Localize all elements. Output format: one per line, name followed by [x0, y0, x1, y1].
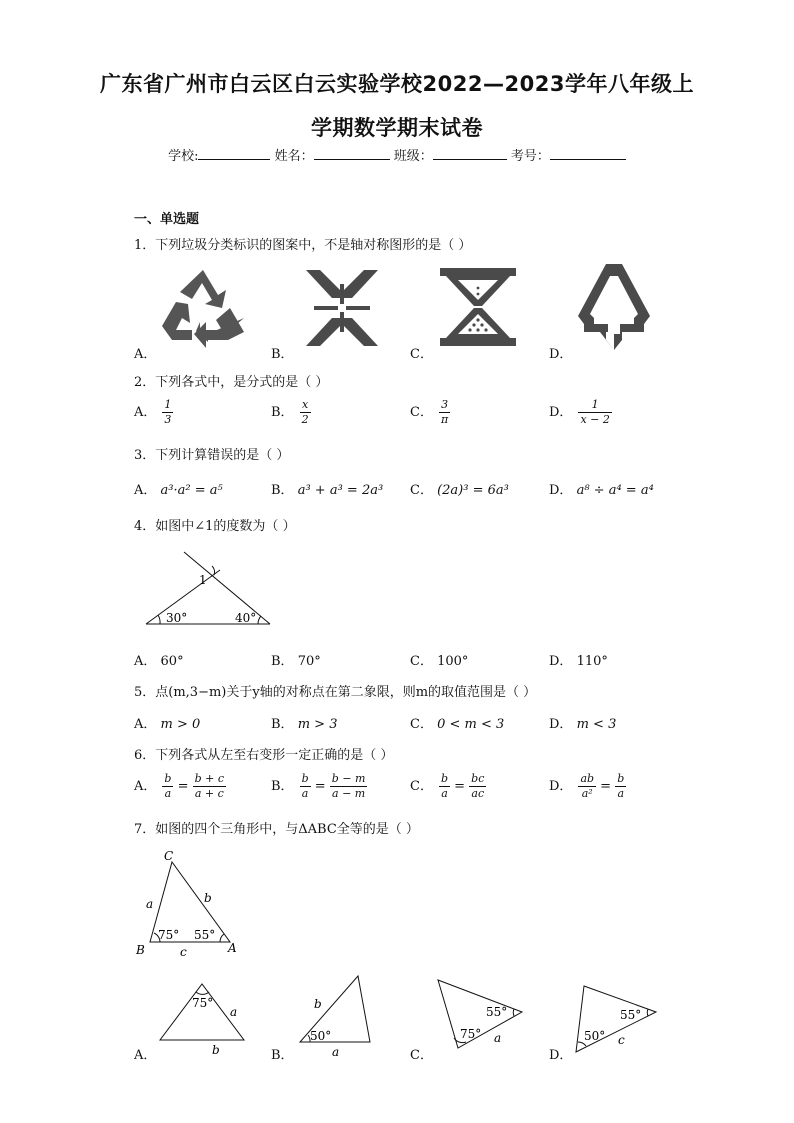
optC-angle-55: 55° [486, 1005, 508, 1019]
question-4-stem: 4．如图中∠1的度数为（ ） [134, 519, 296, 534]
q2-label-c: C． [410, 405, 433, 420]
fraction [578, 398, 611, 427]
denominator: a [441, 787, 448, 800]
denominator: π [440, 413, 449, 426]
numerator: b [617, 772, 625, 785]
angle-a-55: 55° [194, 928, 216, 942]
numerator: 1 [164, 398, 172, 411]
q4-option-b[interactable] [271, 650, 321, 669]
q5-label-b: B． [271, 717, 294, 732]
question-3-stem: 3．下列计算错误的是（ ） [134, 448, 290, 463]
q5-expr-d: m < 3 [576, 717, 617, 732]
q6-option-b[interactable]: B． $\frac{b}{a}$ = $\frac{b - m}{a - m}$ [271, 772, 366, 800]
q5-expr-c: 0 < m < 3 [437, 717, 505, 732]
optC-angle-75: 75° [460, 1027, 482, 1041]
fraction-right [330, 772, 368, 801]
q3-option-a[interactable] [134, 479, 223, 498]
denominator: ac [471, 787, 485, 800]
optA-angle-75: 75° [192, 996, 214, 1010]
fraction-left [300, 772, 311, 801]
class-blank[interactable] [433, 146, 507, 160]
question-6-stem: 6．下列各式从左至右变形一定正确的是（ ） [134, 748, 394, 763]
q6-label-a: A． [134, 779, 157, 794]
cross-arrows-icon [302, 270, 382, 346]
q2-option-c[interactable] [410, 398, 450, 427]
denominator: a [164, 787, 172, 800]
q4-label-c: C． [410, 654, 433, 669]
question-2-stem: 2．下列各式中，是分式的是（ ） [134, 375, 329, 390]
q4-value-d: 110° [576, 654, 608, 669]
angle-30-label: 30° [166, 611, 188, 625]
school-blank[interactable] [198, 146, 270, 160]
optD-angle-50: 50° [584, 1029, 606, 1043]
q3-expr-d: a⁸ ÷ a⁴ = a⁴ [576, 483, 654, 498]
recycle-symbol-icon [160, 268, 246, 342]
q5-expr-b: m > 3 [297, 717, 338, 732]
vertex-a: A [228, 941, 237, 955]
q5-label-c: C． [410, 717, 433, 732]
q6-label-d: D． [549, 779, 573, 794]
question-1-stem: 1．下列垃圾分类标识的图案中，不是轴对称图形的是（ ） [134, 238, 472, 253]
q3-expr-b: a³ + a³ = 2a³ [297, 483, 384, 498]
denominator: 2 [301, 413, 309, 426]
triangle-arrows-icon [578, 264, 650, 350]
vertex-c: C [164, 849, 174, 863]
fraction-left [162, 772, 173, 801]
fraction-right [469, 772, 486, 801]
fraction-right [615, 772, 626, 801]
numerator: b [164, 772, 172, 785]
school-label: 学校: [168, 149, 199, 164]
side-b: b [204, 891, 212, 905]
q5-option-c[interactable] [410, 713, 504, 732]
side-a: a [146, 897, 154, 911]
q4-option-d[interactable] [549, 650, 608, 669]
numerator: b [440, 772, 448, 785]
q4-value-c: 100° [437, 654, 469, 669]
fraction-left [578, 772, 596, 801]
q7-option-a[interactable]: A． [134, 1048, 157, 1063]
angle-1-label: 1 [199, 573, 207, 587]
fraction [439, 398, 450, 427]
optD-side-c: c [618, 1033, 625, 1047]
q3-option-b[interactable] [271, 479, 383, 498]
q2-label-a: A． [134, 405, 157, 420]
q5-option-d[interactable] [549, 713, 616, 732]
q1-option-a[interactable]: A． [134, 347, 157, 362]
q3-expr-a: a³·a² = a⁵ [160, 483, 223, 498]
q2-label-b: B． [271, 405, 294, 420]
q4-value-a: 60° [160, 654, 184, 669]
q7-option-c[interactable]: C． [410, 1048, 433, 1063]
denominator: a + c [194, 787, 224, 800]
q1-option-c[interactable]: C． [410, 347, 433, 362]
q3-label-b: B． [271, 483, 294, 498]
denominator: a [617, 787, 625, 800]
q2-option-a[interactable] [134, 398, 173, 427]
fraction-right [193, 772, 226, 801]
angle-40-label: 40° [235, 611, 257, 625]
vertex-b: B [136, 943, 145, 957]
exam-title-line1: 广东省广州市白云区白云实验学校2022—2023学年八年级上 [100, 72, 694, 96]
q5-expr-a: m > 0 [160, 717, 201, 732]
q4-label-b: B． [271, 654, 294, 669]
q6-option-d[interactable]: D． $\frac{ab}{\text{a²}}$ = $\frac{b}{a}$ [549, 772, 625, 800]
optB-angle-50: 50° [310, 1029, 332, 1043]
side-c: c [180, 945, 187, 959]
hourglass-icon [440, 268, 516, 346]
numerator: b + c [194, 772, 225, 785]
q3-option-d[interactable] [549, 479, 654, 498]
denominator: a − m [332, 787, 366, 800]
q6-option-a[interactable]: A． $\frac{b}{a}$ = $\frac{b + c}{a + c}$ [134, 772, 225, 800]
q3-label-c: C． [410, 483, 433, 498]
question-7-stem: 7．如图的四个三角形中，与ΔABC全等的是（ ） [134, 822, 419, 837]
q7-option-a-triangle [154, 978, 254, 1060]
q4-value-b: 70° [297, 654, 321, 669]
numerator: b − m [331, 772, 366, 785]
q4-triangle-figure [140, 548, 280, 630]
q6-option-c[interactable]: C． $\frac{b}{a}$ = $\frac{bc}{ac}$ [410, 772, 485, 800]
q5-label-a: A． [134, 717, 157, 732]
denominator: a [301, 787, 309, 800]
fraction-left [439, 772, 450, 801]
q7-option-d-triangle [570, 982, 666, 1054]
q5-option-b[interactable] [271, 713, 337, 732]
q7-triangle-abc [132, 846, 252, 960]
student-info-row [0, 145, 794, 164]
fraction [162, 398, 173, 427]
q7-option-b[interactable]: B． [271, 1048, 294, 1063]
q4-label-d: D． [549, 654, 573, 669]
q4-option-a[interactable] [134, 650, 184, 669]
q3-expr-c: (2a)³ = 6a³ [437, 483, 509, 498]
q6-label-c: C． [410, 779, 433, 794]
optA-side-a: a [230, 1005, 238, 1019]
denominator: x − 2 [580, 413, 610, 426]
q7-option-d[interactable]: D． [549, 1048, 573, 1063]
numerator: bc [471, 772, 485, 785]
numerator: 1 [578, 398, 611, 413]
optB-side-a: a [332, 1045, 340, 1059]
q3-label-d: D． [549, 483, 573, 498]
q7-option-b-triangle [294, 972, 384, 1060]
q1-option-b[interactable]: B． [271, 347, 294, 362]
denominator: a² [581, 787, 593, 800]
numerator: x [300, 398, 311, 413]
optD-angle-55: 55° [620, 1008, 642, 1022]
q3-label-a: A． [134, 483, 157, 498]
fraction [300, 398, 311, 427]
q6-label-b: B． [271, 779, 294, 794]
q3-option-c[interactable] [410, 479, 509, 498]
q1-option-d[interactable]: D． [549, 347, 573, 362]
numerator: b [301, 772, 309, 785]
question-5-stem: 5．点(m,3−m)关于y轴的对称点在第二象限，则m的取值范围是（ ） [134, 685, 537, 700]
q5-option-a[interactable] [134, 713, 200, 732]
q2-option-d[interactable] [549, 398, 612, 427]
name-label: 姓名： [274, 149, 314, 164]
numerator: 3 [439, 398, 450, 413]
name-blank[interactable] [314, 146, 390, 160]
optC-side-a: a [494, 1031, 502, 1045]
q4-option-c[interactable] [410, 650, 468, 669]
q2-label-d: D． [549, 405, 573, 420]
class-label: 班级： [393, 149, 433, 164]
exam-number-label: 考号： [510, 149, 550, 164]
optB-side-b: b [314, 997, 322, 1011]
exam-number-blank[interactable] [550, 146, 626, 160]
q7-option-c-triangle [432, 976, 532, 1056]
numerator: ab [580, 772, 595, 785]
exam-title-line2: 学期数学期末试卷 [311, 116, 483, 140]
section-heading: 一、单选题 [134, 212, 200, 227]
q2-option-b[interactable] [271, 398, 311, 427]
optA-side-b: b [212, 1043, 220, 1057]
angle-b-75: 75° [158, 928, 180, 942]
denominator: 3 [164, 413, 172, 426]
q4-label-a: A． [134, 654, 157, 669]
q5-label-d: D． [549, 717, 573, 732]
